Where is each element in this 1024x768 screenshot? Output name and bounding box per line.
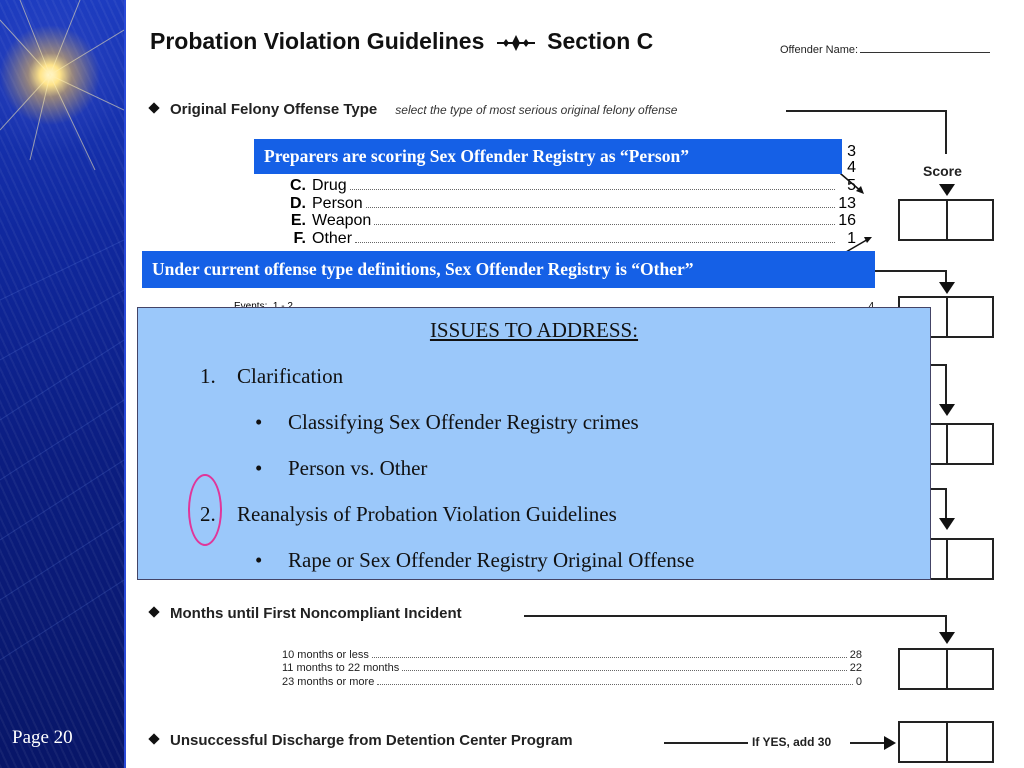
issue-number: 2.	[200, 502, 216, 526]
bullet-icon: •	[255, 456, 263, 480]
discharge-note: If YES, add 30	[752, 735, 832, 749]
offense-option-other: F. Other 1	[293, 230, 856, 247]
offense-option: 3	[286, 143, 856, 161]
section-heading: Unsuccessful Discharge from Detention Center Program	[170, 732, 573, 749]
score-box[interactable]	[898, 648, 994, 690]
decorative-side-panel	[0, 0, 124, 768]
issue-text: Reanalysis of Probation Violation Guidelines	[237, 502, 617, 526]
issues-heading: ISSUES TO ADDRESS:	[429, 318, 639, 342]
diamond-bullet-icon	[148, 733, 159, 744]
connector-line	[524, 615, 947, 617]
connector-line	[945, 364, 947, 404]
offender-name-line	[860, 52, 990, 53]
section-months	[150, 605, 462, 622]
callout-person: Preparers are scoring Sex Offender Registry as “Person”	[254, 139, 842, 174]
issue-number: 1.	[200, 364, 216, 388]
offense-option: 4	[286, 159, 856, 177]
arrow-down-icon	[939, 184, 955, 196]
callout-other: Under current offense type definitions, Sex Offender Registry is “Other”	[142, 251, 875, 288]
arrow-down-icon	[939, 282, 955, 294]
form-title-section: Section C	[547, 28, 654, 54]
connector-line	[664, 742, 748, 744]
page-number: Page 20	[12, 727, 73, 748]
issue-subitem-text: Classifying Sex Offender Registry crimes	[288, 410, 639, 434]
connector-line	[786, 110, 946, 112]
offense-option-person: D. Person 13	[290, 195, 856, 212]
issue-subitem-text: Rape or Sex Offender Registry Original Offense	[288, 548, 695, 572]
diamond-bullet-icon	[148, 606, 159, 617]
score-box[interactable]	[898, 721, 994, 763]
months-option: 11 months to 22 months 22	[282, 662, 862, 674]
connector-line	[874, 270, 947, 272]
offense-option-weapon: E. Weapon 16	[290, 212, 856, 229]
issues-box	[137, 307, 931, 580]
section-discharge	[150, 732, 573, 749]
section-hint: select the type of most serious original felony offense	[395, 103, 678, 117]
starburst-graphic	[0, 0, 124, 768]
form-title	[150, 28, 653, 55]
score-box[interactable]	[898, 199, 994, 241]
bullet-icon: •	[255, 410, 263, 434]
section-original-felony	[150, 101, 677, 118]
issue-subitem-text: Person vs. Other	[288, 456, 428, 480]
callout-arrows	[826, 160, 886, 260]
issue-subitem	[255, 456, 428, 481]
connector-line	[945, 615, 947, 633]
offense-option-drug: C. Drug 5	[290, 177, 856, 194]
diamond-bullet-icon	[148, 102, 159, 113]
issue-subitem	[255, 548, 695, 573]
issue-text: Clarification	[237, 364, 344, 388]
issue-item-1	[200, 364, 344, 389]
highlight-circle	[188, 474, 222, 546]
section-heading: Months until First Noncompliant Incident	[170, 605, 462, 622]
issue-subitem	[255, 410, 639, 435]
months-option: 23 months or more 0	[282, 676, 862, 688]
section-heading: Original Felony Offense Type	[170, 101, 378, 118]
connector-line	[850, 742, 886, 744]
connector-line	[945, 110, 947, 154]
form-title-main: Probation Violation Guidelines	[150, 28, 485, 54]
bullet-icon: •	[255, 548, 263, 572]
score-label: Score	[923, 163, 962, 179]
arrow-down-icon	[939, 632, 955, 644]
diamond-separator-icon	[497, 33, 535, 53]
months-option: 10 months or less 28	[282, 649, 862, 661]
arrow-right-icon	[884, 736, 896, 750]
offender-name-label: Offender Name:	[780, 44, 859, 56]
arrow-down-icon	[939, 404, 955, 416]
arrow-down-icon	[939, 518, 955, 530]
offender-name-field	[780, 44, 990, 56]
connector-line	[945, 488, 947, 518]
